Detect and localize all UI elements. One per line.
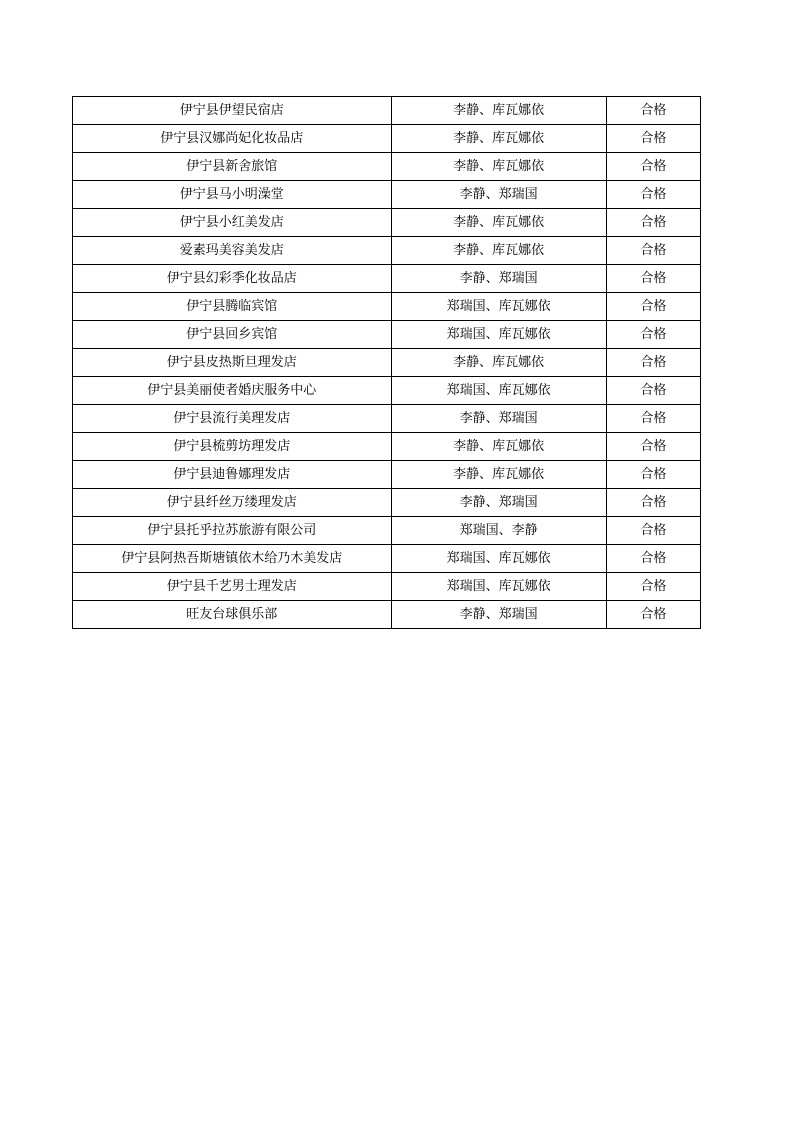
result-cell: 合格 <box>606 517 700 545</box>
business-name-cell: 伊宁县阿热吾斯塘镇依木给乃木美发店 <box>73 545 392 573</box>
inspectors-cell: 李静、郑瑞国 <box>391 601 606 629</box>
inspectors-cell: 郑瑞国、库瓦娜依 <box>391 573 606 601</box>
result-cell: 合格 <box>606 433 700 461</box>
business-name-cell: 旺友台球俱乐部 <box>73 601 392 629</box>
table-row <box>73 125 701 153</box>
table-row <box>73 265 701 293</box>
table-row <box>73 517 701 545</box>
result-cell: 合格 <box>606 545 700 573</box>
result-cell: 合格 <box>606 405 700 433</box>
inspectors-cell: 李静、库瓦娜依 <box>391 125 606 153</box>
result-cell: 合格 <box>606 349 700 377</box>
inspectors-cell: 李静、郑瑞国 <box>391 405 606 433</box>
business-name-cell: 伊宁县纤丝万缕理发店 <box>73 489 392 517</box>
business-name-cell: 伊宁县马小明澡堂 <box>73 181 392 209</box>
business-name-cell: 伊宁县皮热斯旦理发店 <box>73 349 392 377</box>
inspectors-cell: 李静、库瓦娜依 <box>391 209 606 237</box>
table-row <box>73 349 701 377</box>
inspectors-cell: 郑瑞国、库瓦娜依 <box>391 545 606 573</box>
business-name-cell: 伊宁县回乡宾馆 <box>73 321 392 349</box>
table-row <box>73 601 701 629</box>
business-name-cell: 伊宁县千艺男士理发店 <box>73 573 392 601</box>
inspectors-cell: 李静、库瓦娜依 <box>391 433 606 461</box>
result-cell: 合格 <box>606 461 700 489</box>
business-name-cell: 伊宁县迪鲁娜理发店 <box>73 461 392 489</box>
result-cell: 合格 <box>606 321 700 349</box>
table-body <box>73 97 701 629</box>
result-cell: 合格 <box>606 573 700 601</box>
inspectors-cell: 李静、库瓦娜依 <box>391 237 606 265</box>
inspectors-cell: 郑瑞国、李静 <box>391 517 606 545</box>
business-name-cell: 伊宁县托乎拉苏旅游有限公司 <box>73 517 392 545</box>
table-row <box>73 377 701 405</box>
table-row <box>73 405 701 433</box>
business-name-cell: 伊宁县伊望民宿店 <box>73 97 392 125</box>
result-cell: 合格 <box>606 489 700 517</box>
table-row <box>73 209 701 237</box>
business-name-cell: 伊宁县小红美发店 <box>73 209 392 237</box>
inspectors-cell: 李静、库瓦娜依 <box>391 349 606 377</box>
table-row <box>73 293 701 321</box>
table-row <box>73 181 701 209</box>
result-cell: 合格 <box>606 209 700 237</box>
inspectors-cell: 李静、郑瑞国 <box>391 489 606 517</box>
inspectors-cell: 郑瑞国、库瓦娜依 <box>391 293 606 321</box>
result-cell: 合格 <box>606 377 700 405</box>
business-name-cell: 伊宁县腾临宾馆 <box>73 293 392 321</box>
result-cell: 合格 <box>606 153 700 181</box>
table-row <box>73 97 701 125</box>
result-cell: 合格 <box>606 265 700 293</box>
business-name-cell: 伊宁县梳剪坊理发店 <box>73 433 392 461</box>
table-row <box>73 237 701 265</box>
inspectors-cell: 李静、库瓦娜依 <box>391 97 606 125</box>
inspectors-cell: 李静、郑瑞国 <box>391 265 606 293</box>
table-row <box>73 545 701 573</box>
result-cell: 合格 <box>606 601 700 629</box>
inspectors-cell: 李静、库瓦娜依 <box>391 461 606 489</box>
business-name-cell: 伊宁县流行美理发店 <box>73 405 392 433</box>
table-row <box>73 433 701 461</box>
business-name-cell: 爱素玛美容美发店 <box>73 237 392 265</box>
business-name-cell: 伊宁县幻彩季化妆品店 <box>73 265 392 293</box>
inspectors-cell: 李静、郑瑞国 <box>391 181 606 209</box>
result-cell: 合格 <box>606 181 700 209</box>
business-name-cell: 伊宁县汉娜尚妃化妆品店 <box>73 125 392 153</box>
table-row <box>73 153 701 181</box>
result-cell: 合格 <box>606 237 700 265</box>
inspectors-cell: 李静、库瓦娜依 <box>391 153 606 181</box>
result-cell: 合格 <box>606 97 700 125</box>
inspectors-cell: 郑瑞国、库瓦娜依 <box>391 377 606 405</box>
table-row <box>73 489 701 517</box>
table-row <box>73 573 701 601</box>
table-row <box>73 461 701 489</box>
result-cell: 合格 <box>606 293 700 321</box>
inspection-table <box>72 96 701 629</box>
business-name-cell: 伊宁县美丽使者婚庆服务中心 <box>73 377 392 405</box>
inspectors-cell: 郑瑞国、库瓦娜依 <box>391 321 606 349</box>
result-cell: 合格 <box>606 125 700 153</box>
table-row <box>73 321 701 349</box>
business-name-cell: 伊宁县新舍旅馆 <box>73 153 392 181</box>
